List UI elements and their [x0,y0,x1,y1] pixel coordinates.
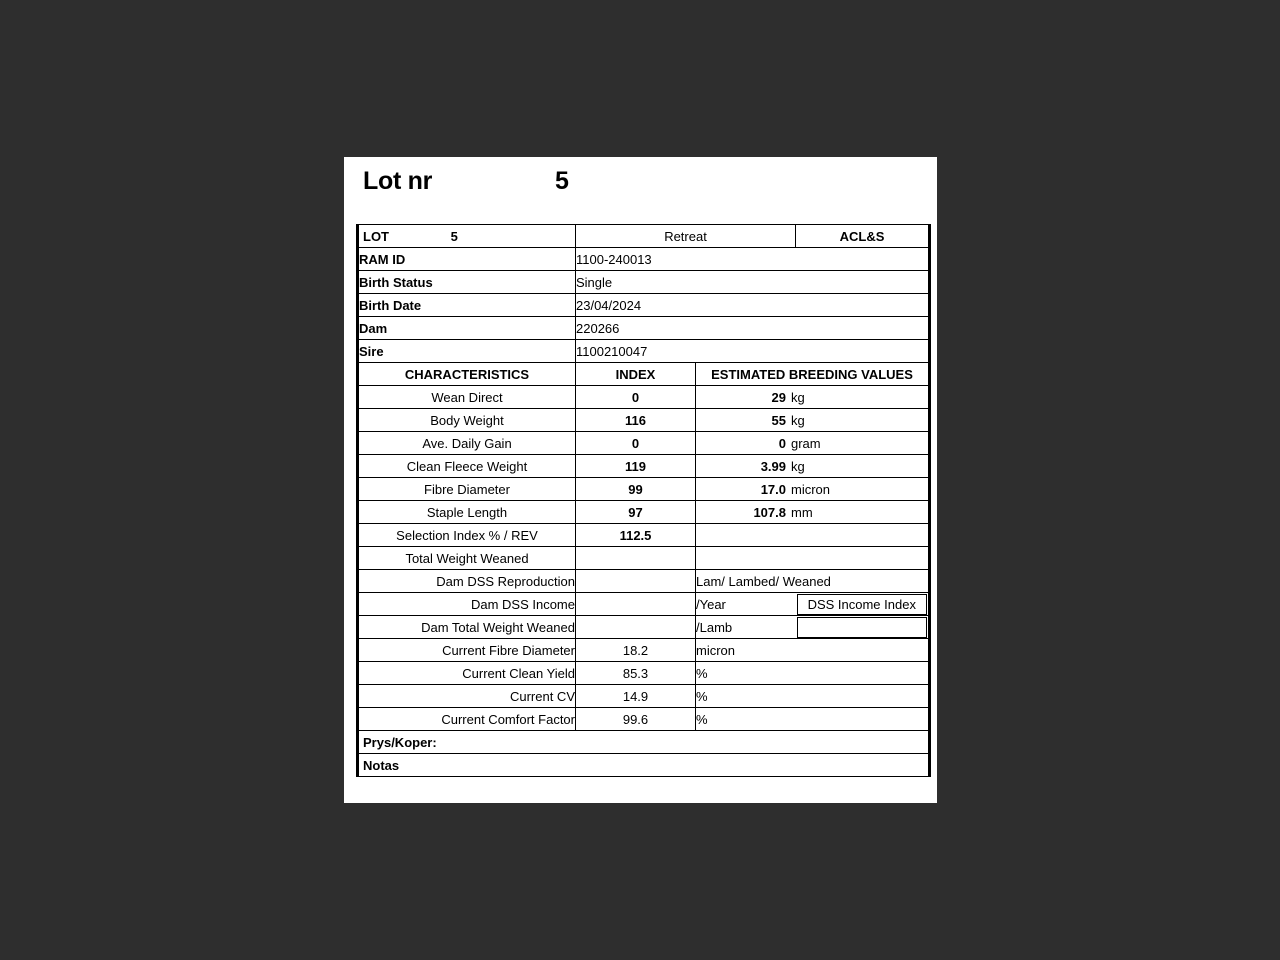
page-title [363,167,923,215]
char-index: 112.5 [576,524,696,547]
char-ebv-unit: kg [791,458,805,474]
char-ebv [696,386,930,409]
table-row-dam-total-weight-weaned [358,616,930,639]
value-dam: 220266 [576,317,930,340]
char-label: Clean Fleece Weight [358,455,576,478]
lot-nr-value: 5 [555,167,569,195]
label-sire: Sire [358,340,576,363]
table-row-sire [358,340,930,363]
table-row [358,524,930,547]
label-ram-id: RAM ID [358,248,576,271]
dss-income-index-label: DSS Income Index [807,596,916,612]
char-label: Total Weight Weaned [358,547,576,570]
table-row-dam [358,317,930,340]
notes-value [359,772,928,775]
current-label: Current CV [358,685,576,708]
table-row [358,409,930,432]
current-unit: % [696,662,930,685]
char-ebv-unit: kg [791,389,805,405]
value-ram-id: 1100-240013 [576,248,930,271]
char-ebv [696,478,930,501]
lot-label: LOT [363,228,389,244]
value-birth-date: 23/04/2024 [576,294,930,317]
char-ebv [696,547,930,570]
header-characteristics: CHARACTERISTICS [358,363,576,386]
table-row-current [358,685,930,708]
char-ebv [696,524,930,547]
char-index [576,547,696,570]
table-row-dam-dss-reproduction [358,570,930,593]
char-index: 0 [576,432,696,455]
dss-right: /Year [696,593,796,616]
dss-income-value-box [796,616,930,639]
dss-index [576,570,696,593]
char-ebv [696,432,930,455]
char-index: 97 [576,501,696,524]
current-label: Current Fibre Diameter [358,639,576,662]
table-row-current [358,639,930,662]
current-value: 85.3 [576,662,696,685]
cell-price-buyer[interactable] [358,731,930,754]
table-row [358,478,930,501]
char-ebv-value: 55 [771,412,786,428]
table-row [358,501,930,524]
table-row-notes [358,754,930,777]
current-label: Current Comfort Factor [358,708,576,731]
char-label: Wean Direct [358,386,576,409]
char-index: 119 [576,455,696,478]
table-row [358,432,930,455]
current-unit: % [696,685,930,708]
ram-data-sheet [356,224,931,777]
char-ebv-unit: kg [791,412,805,428]
char-label: Fibre Diameter [358,478,576,501]
label-dam: Dam [358,317,576,340]
current-value: 18.2 [576,639,696,662]
char-label: Staple Length [358,501,576,524]
char-label: Body Weight [358,409,576,432]
char-ebv-value: 17.0 [760,481,786,497]
label-birth-date: Birth Date [358,294,576,317]
table-row [358,386,930,409]
current-unit: % [696,708,930,731]
current-value: 99.6 [576,708,696,731]
char-ebv-unit: gram [791,435,821,451]
table-row-price-buyer [358,731,930,754]
cell-lot [358,225,576,248]
price-buyer-value [437,735,441,750]
value-sire: 1100210047 [576,340,930,363]
value-birth-status: Single [576,271,930,294]
dss-index [576,593,696,616]
current-label: Current Clean Yield [358,662,576,685]
char-index: 0 [576,386,696,409]
table-row-current [358,708,930,731]
dss-label: Dam DSS Reproduction [358,570,576,593]
current-unit: micron [696,639,930,662]
char-label: Selection Index % / REV [358,524,576,547]
cell-stud-name: Retreat [576,225,796,248]
table-row [358,547,930,570]
dss-right: /Lamb [696,616,796,639]
table-row-current [358,662,930,685]
table-row-birth-date [358,294,930,317]
table-row-ram-id [358,248,930,271]
catalogue-page [344,157,937,803]
table-row-lot [358,225,930,248]
char-ebv [696,501,930,524]
char-ebv [696,409,930,432]
char-ebv-value: 3.99 [760,458,786,474]
char-ebv-unit: micron [791,481,831,497]
table-row-dam-dss-income [358,593,930,616]
char-index: 99 [576,478,696,501]
lot-value: 5 [450,228,458,244]
char-label: Ave. Daily Gain [358,432,576,455]
table-row-characteristics-header [358,363,930,386]
cell-notes[interactable] [358,754,930,777]
char-index: 116 [576,409,696,432]
label-birth-status: Birth Status [358,271,576,294]
notes-label: Notas [363,757,400,773]
char-ebv-value: 107.8 [753,504,786,520]
dss-income-index-box [796,593,930,616]
char-ebv [696,455,930,478]
header-ebv: ESTIMATED BREEDING VALUES [696,363,930,386]
dss-index [576,616,696,639]
dss-label: Dam DSS Income [358,593,576,616]
lot-nr-label: Lot nr [363,167,433,195]
dss-right: Lam/ Lambed/ Weaned [696,570,930,593]
cell-breeder-code: ACL&S [796,225,930,248]
header-index: INDEX [576,363,696,386]
table-row [358,455,930,478]
table-row-birth-status [358,271,930,294]
char-ebv-value: 0 [778,435,786,451]
char-ebv-value: 29 [771,389,786,405]
price-buyer-label: Prys/Koper: [363,734,437,750]
char-ebv-unit: mm [791,504,813,520]
dss-label: Dam Total Weight Weaned [358,616,576,639]
current-value: 14.9 [576,685,696,708]
